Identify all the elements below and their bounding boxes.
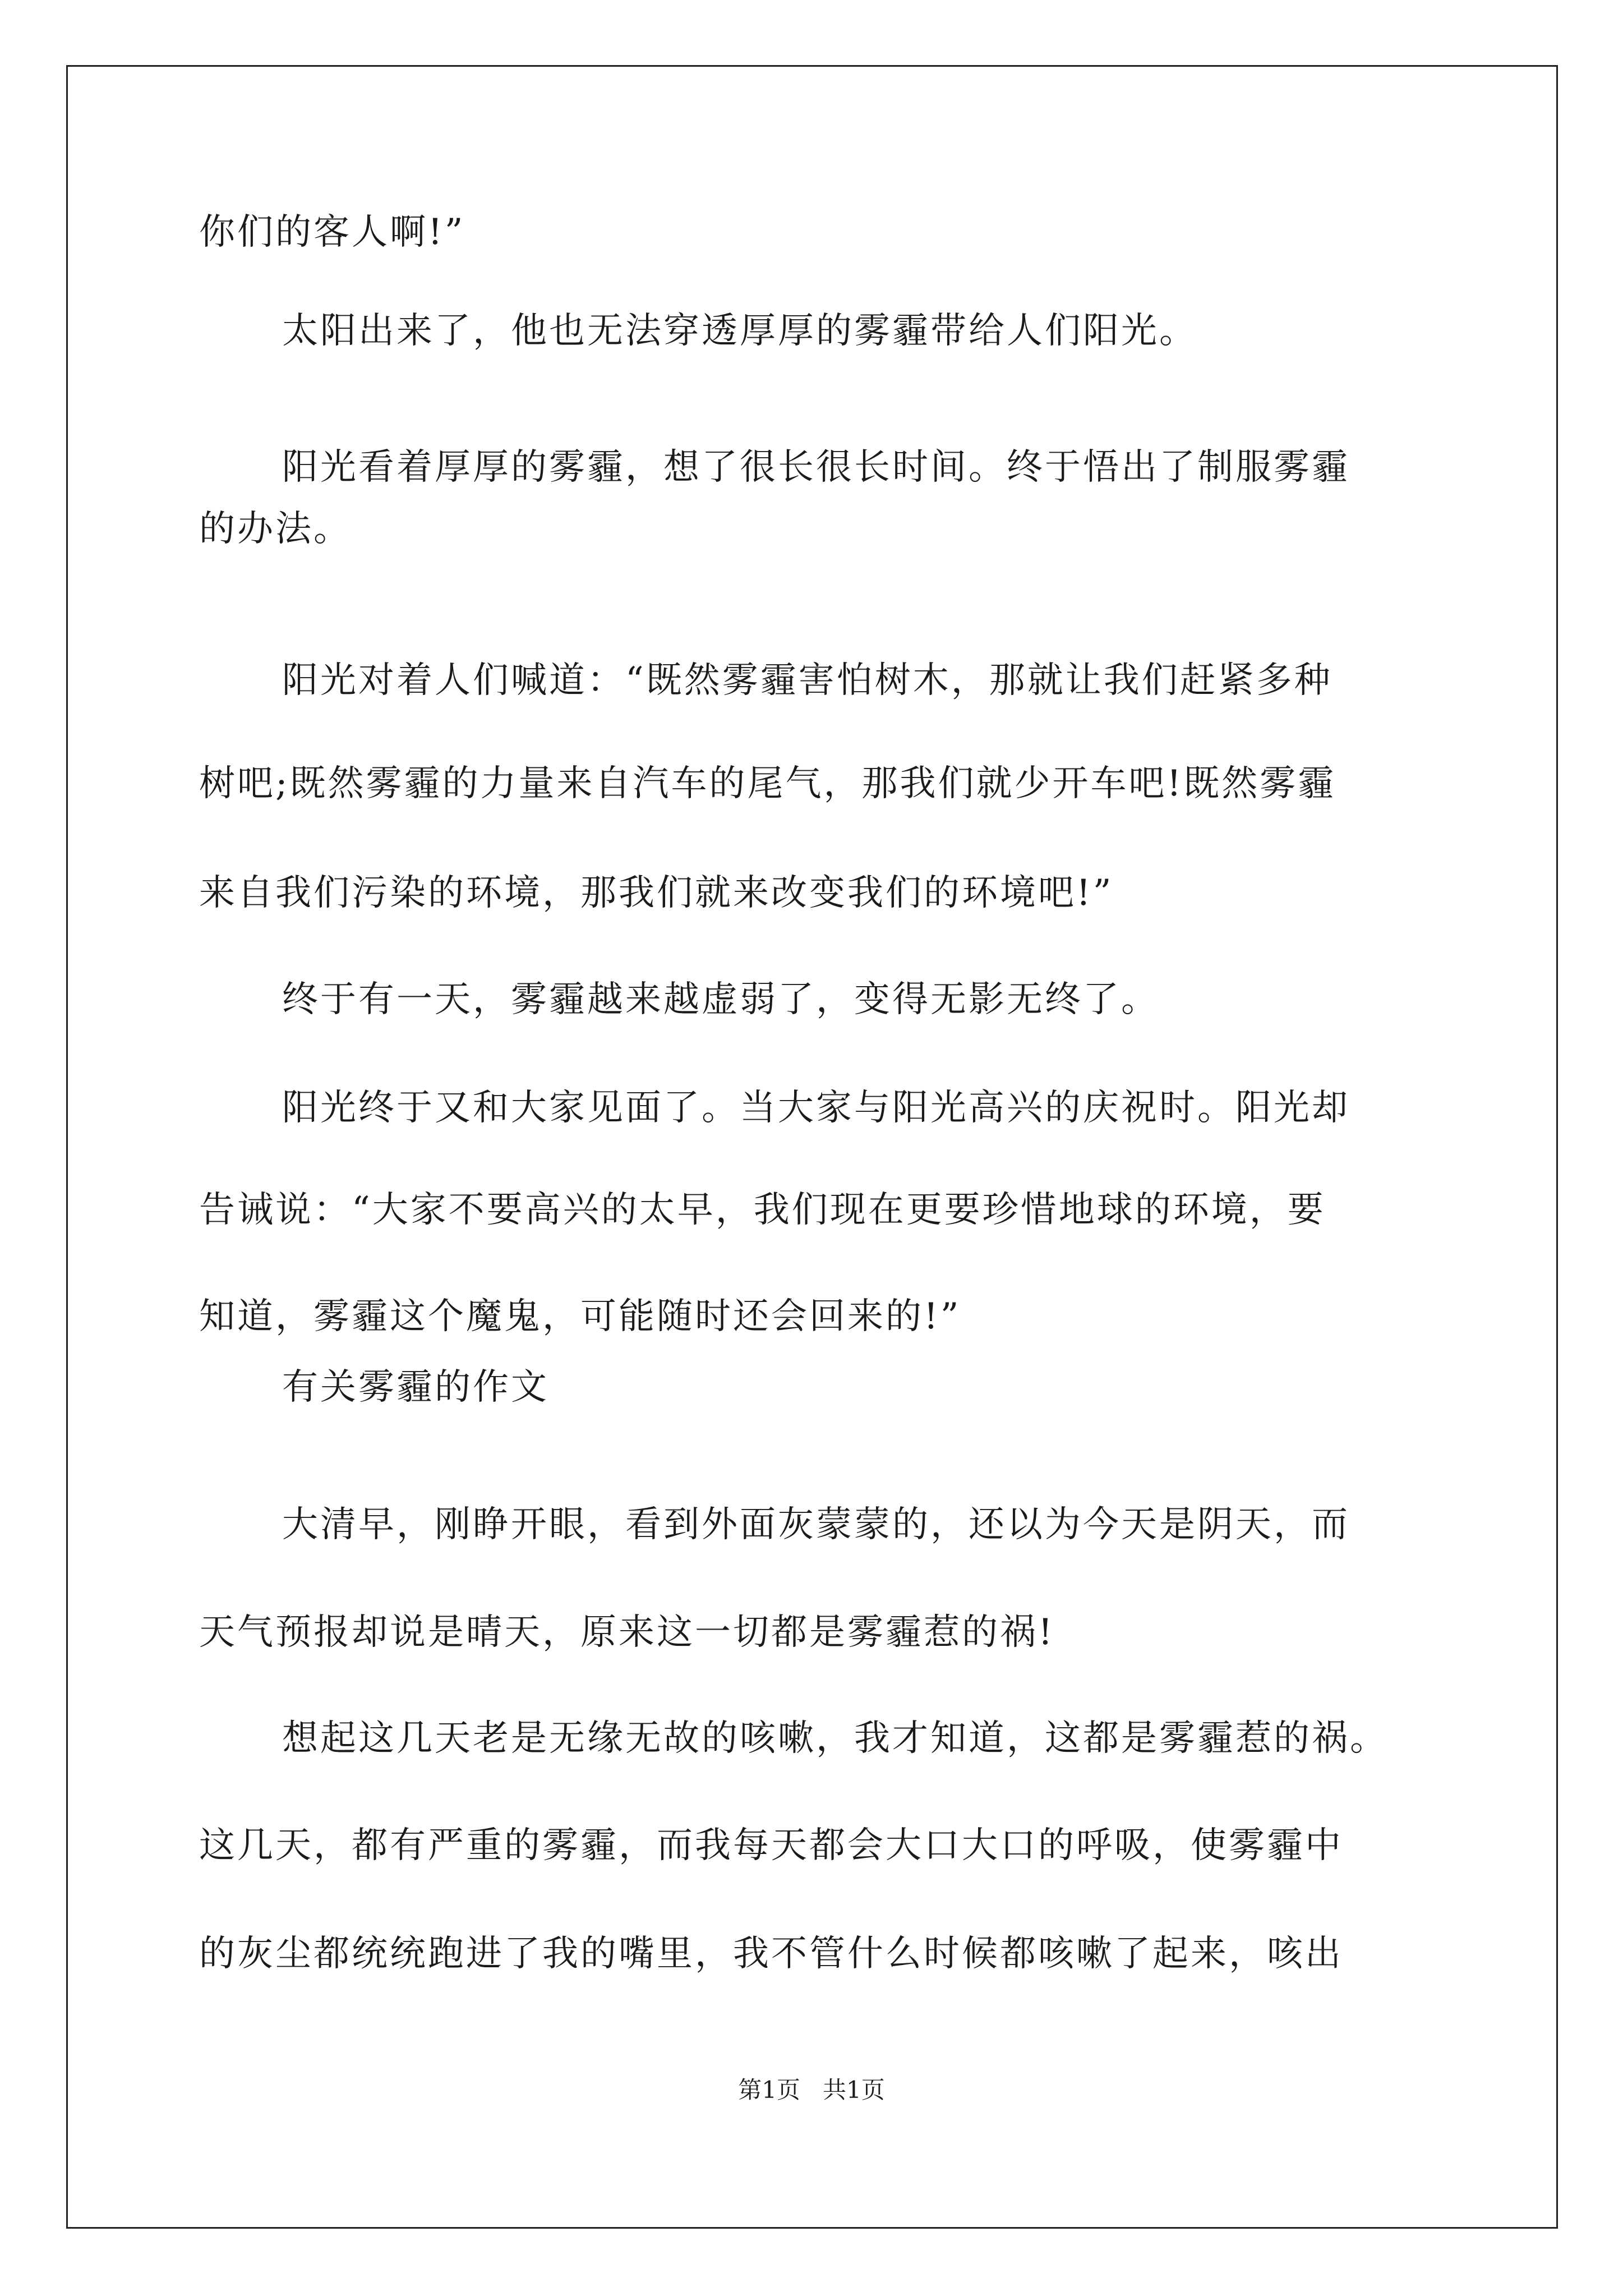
page-number: 第1页 [738, 2076, 800, 2104]
text-line: 太阳出来了，他也无法穿透厚厚的雾霾带给人们阳光。 [282, 310, 1197, 352]
text-line: 的灰尘都统统跑进了我的嘴里，我不管什么时候都咳嗽了起来，咳出 [199, 1933, 1343, 1975]
text-line: 终于有一天，雾霾越来越虚弱了，变得无影无终了。 [282, 979, 1159, 1020]
text-line: 树吧;既然雾霾的力量来自汽车的尾气，那我们就少开车吧!既然雾霾 [199, 763, 1336, 804]
page-border [66, 65, 1558, 2229]
text-line: 来自我们污染的环境，那我们就来改变我们的环境吧!” [199, 872, 1114, 914]
text-line: 你们的客人啊!” [199, 211, 465, 253]
page-total: 共1页 [823, 2076, 885, 2104]
page-footer [0, 2074, 1623, 2106]
text-line: 知道，雾霾这个魔鬼，可能随时还会回来的!” [199, 1296, 961, 1337]
text-line: 这几天，都有严重的雾霾，而我每天都会大口大口的呼吸，使雾霾中 [199, 1825, 1343, 1866]
text-line: 阳光终于又和大家见面了。当大家与阳光高兴的庆祝时。阳光却 [282, 1087, 1350, 1129]
section-heading: 有关雾霾的作文 [282, 1366, 549, 1408]
text-line: 大清早，刚睁开眼，看到外面灰蒙蒙的，还以为今天是阴天，而 [282, 1504, 1350, 1545]
text-line: 天气预报却说是晴天，原来这一切都是雾霾惹的祸! [199, 1612, 1055, 1653]
text-line: 阳光对着人们喊道：“既然雾霾害怕树木，那就让我们赶紧多种 [282, 660, 1332, 701]
text-line: 的办法。 [199, 508, 352, 550]
text-line: 告诫说：“大家不要高兴的太早，我们现在更要珍惜地球的环境，要 [199, 1189, 1326, 1231]
text-line: 阳光看着厚厚的雾霾，想了很长很长时间。终于悟出了制服雾霾 [282, 447, 1350, 488]
text-line: 想起这几天老是无缘无故的咳嗽，我才知道，这都是雾霾惹的祸。 [282, 1718, 1388, 1759]
